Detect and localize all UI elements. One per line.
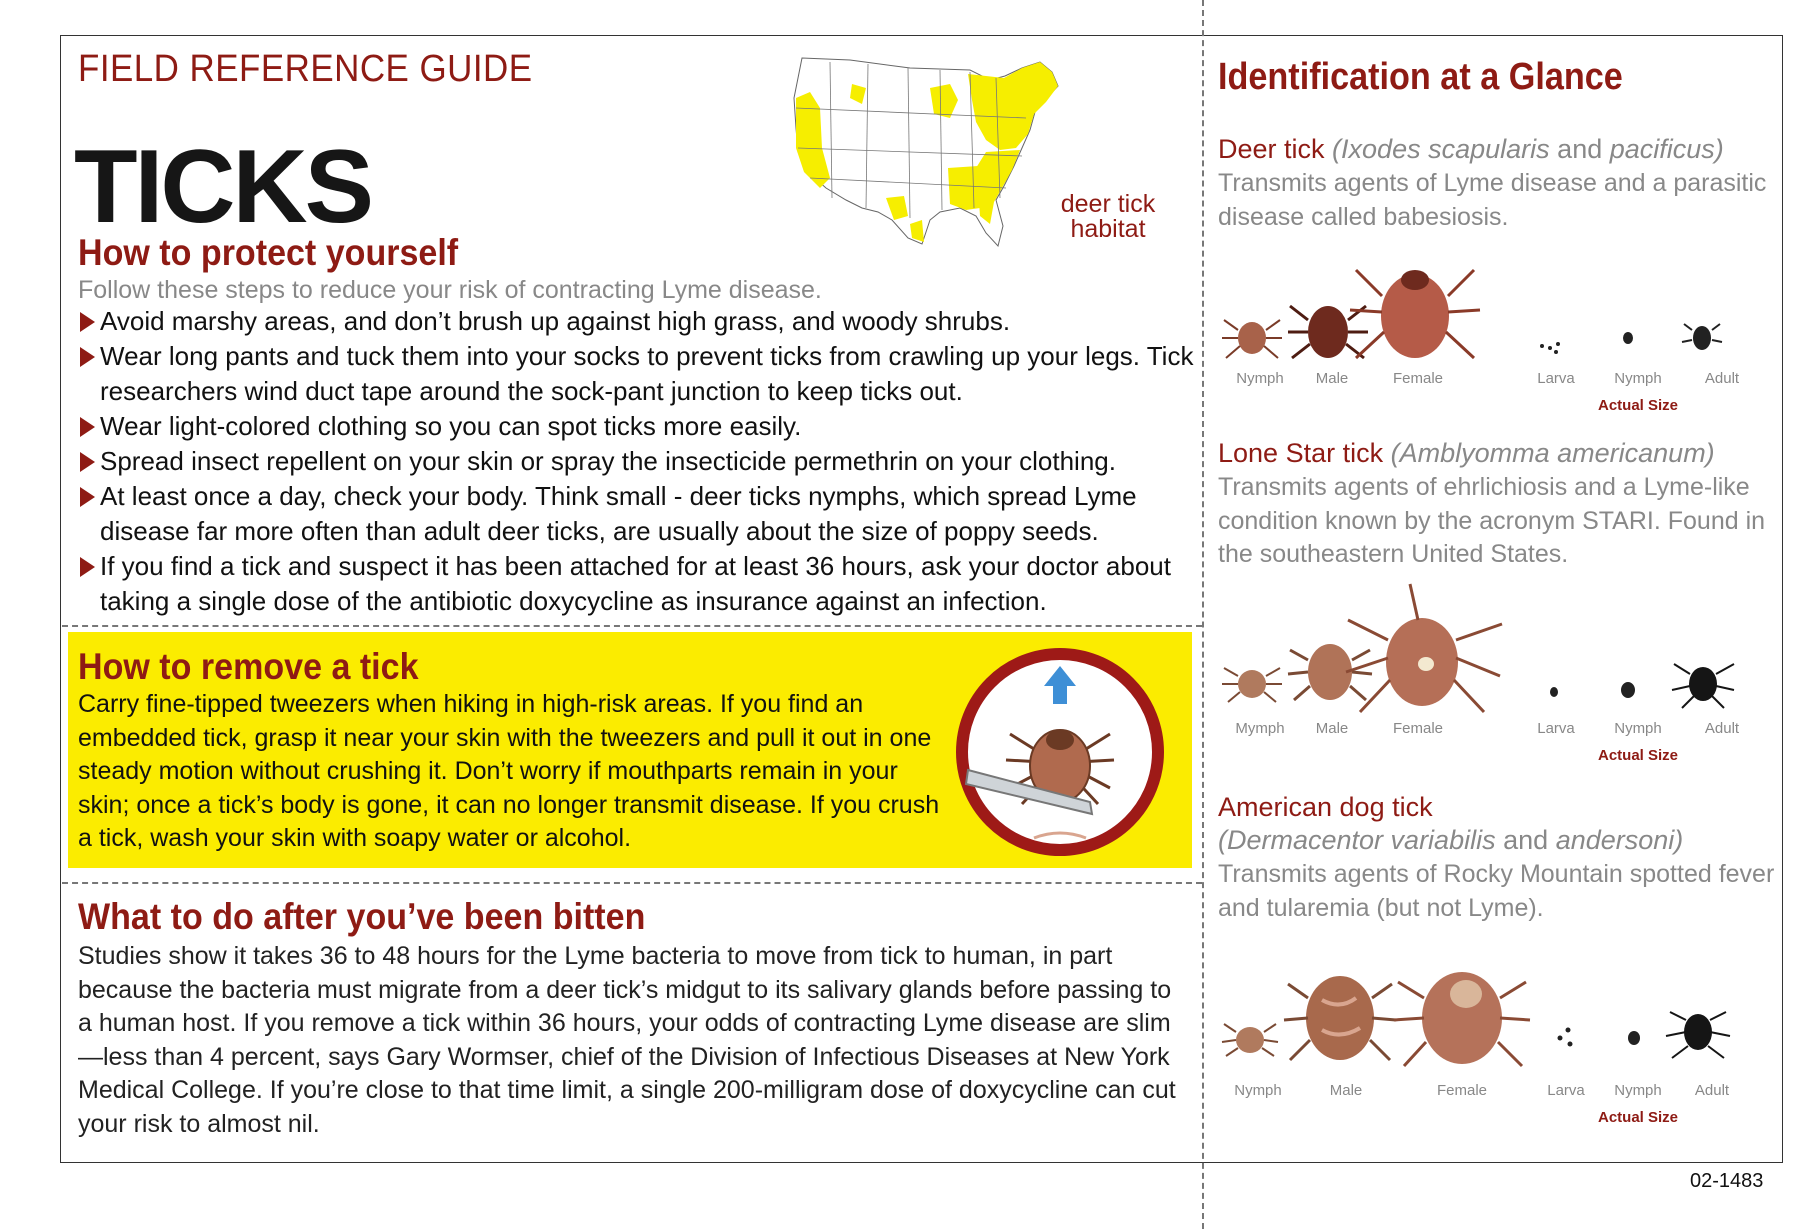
stage-label: Mymph [1235, 720, 1285, 737]
column-divider [1202, 0, 1204, 1229]
stage-label: Female [1392, 720, 1444, 737]
tick-nymph-actual-icon [1621, 682, 1635, 698]
stage-label: Nymph [1614, 720, 1662, 737]
stage-label: Larva [1547, 1082, 1585, 1099]
habitat-map [790, 48, 1090, 248]
lone-star-tick-description: Transmits agents of ehrlichiosis and a Lyme-like condition known by the acronym STARI. Found in the southeastern United States. [1218, 473, 1766, 568]
list-item: Spread insect repellent on your skin or spray the insecticide permethrin on your clothing. [78, 444, 1198, 479]
list-item: At least once a day, check your body. Think small - deer ticks nymphs, which spread Lyme disease far more often than adult deer ticks, are usually about the size of poppy seeds. [78, 479, 1198, 549]
tick-male-icon [1284, 976, 1396, 1060]
dog-tick-scientific-name: (Dermacentor variabilis and andersoni) [1218, 825, 1684, 855]
tick-nymph-icon [1222, 1024, 1278, 1056]
larva-icon [1558, 1028, 1573, 1047]
tick-nymph-icon [1222, 668, 1282, 702]
section-divider-1 [62, 625, 1202, 627]
stage-label: Nymph [1234, 1082, 1282, 1099]
stage-label: Nymph [1614, 370, 1662, 387]
tick-female-icon [1350, 270, 1480, 358]
tick-nymph-actual-icon [1623, 332, 1633, 344]
lone-star-tick-heading: Lone Star tick (Amblyomma americanum) [1218, 438, 1715, 468]
stage-label: Larva [1537, 370, 1575, 387]
list-item: Wear long pants and tuck them into your socks to prevent ticks from crawling up your legs. Tick researchers wind duct tape around the sock-pant junction to keep ticks out. [78, 339, 1198, 409]
stage-label: Male [1315, 720, 1349, 737]
actual-size-label: Actual Size [1597, 1109, 1679, 1126]
section-divider-2 [62, 882, 1202, 884]
tick-female-icon [1346, 584, 1502, 712]
identification-title: Identification at a Glance [1218, 56, 1623, 98]
stage-label: Larva [1537, 720, 1575, 737]
bitten-title: What to do after you’ve been bitten [78, 896, 646, 937]
map-label: deer tick habitat [1060, 190, 1156, 243]
list-item: If you find a tick and suspect it has been attached for at least 36 hours, ask your doctor about taking a single dose of the antibiotic doxycycline as insurance against an infection. [78, 549, 1198, 619]
tick-female-icon [1394, 972, 1530, 1066]
actual-size-label: Actual Size [1597, 397, 1679, 414]
stage-label: Male [1315, 370, 1349, 387]
stage-label: Adult [1694, 1082, 1730, 1099]
protect-list [78, 304, 1198, 619]
document-code: 02-1483 [1690, 1170, 1764, 1192]
stage-label: Female [1436, 1082, 1488, 1099]
dog-tick-description: Transmits agents of Rocky Mountain spotted fever and tularemia (but not Lyme). [1218, 860, 1775, 922]
remove-title: How to remove a tick [78, 646, 419, 687]
tick-adult-actual-icon [1672, 664, 1734, 708]
tick-removal-illustration [950, 644, 1170, 860]
protect-title: How to protect yourself [78, 232, 459, 273]
stage-label: Adult [1704, 370, 1740, 387]
remove-text: Carry fine-tipped tweezers when hiking in high-risk areas. If you find an embedded tick, grasp it near your skin with the tweezers and pull it out in one steady motion without crushing it. Don’t worry if mouthparts remain in your skin; once a tick’s body is gone, it can no longer transmit disease. If you crush a tick, wash your skin with soapy water or alcohol. [78, 690, 940, 852]
tick-nymph-actual-icon [1628, 1031, 1640, 1045]
larva-icon [1540, 342, 1560, 354]
tick-adult-actual-icon [1666, 1012, 1730, 1058]
tick-nymph-icon [1222, 320, 1282, 358]
deer-tick-illustrations [1210, 240, 1780, 370]
tick-male-icon [1288, 644, 1372, 700]
stage-label: Male [1329, 1082, 1363, 1099]
list-item: Wear light-colored clothing so you can spot ticks more easily. [78, 409, 1198, 444]
larva-icon [1550, 687, 1558, 697]
stage-label: Adult [1704, 720, 1740, 737]
dog-tick-illustrations [1210, 950, 1780, 1080]
page-title: TICKS [74, 129, 371, 245]
tick-adult-actual-icon [1682, 324, 1722, 350]
stage-label: Nymph [1614, 1082, 1662, 1099]
list-item: Avoid marshy areas, and don’t brush up against high grass, and woody shrubs. [78, 304, 1198, 339]
deer-tick-description: Transmits agents of Lyme disease and a parasitic disease called babesiosis. [1218, 169, 1767, 231]
bitten-text: Studies show it takes 36 to 48 hours for the Lyme bacteria to move from tick to human, in part because the bacteria must migrate from a deer tick’s midgut to its salivary glands before passing to a human host. If you remove a tick within 36 hours, your odds of contracting Lyme disease are slim—less than 4 percent, says Gary Wormser, chief of the Division of Infectious Diseases at New York Medical College. If you’re close to that time limit, a single 200-milligram dose of doxycycline can cut your risk to almost nil. [78, 942, 1176, 1138]
guide-label: FIELD REFERENCE GUIDE [78, 48, 533, 90]
deer-tick-heading: Deer tick (Ixodes scapularis and pacificus) [1218, 134, 1724, 164]
dog-tick-heading: American dog tick [1218, 792, 1433, 822]
stage-label: Female [1392, 370, 1444, 387]
tick-male-icon [1288, 306, 1368, 358]
stage-label: Nymph [1236, 370, 1284, 387]
protect-intro: Follow these steps to reduce your risk of contracting Lyme disease. [78, 276, 822, 304]
actual-size-label: Actual Size [1597, 747, 1679, 764]
lone-star-tick-illustrations [1210, 580, 1780, 720]
